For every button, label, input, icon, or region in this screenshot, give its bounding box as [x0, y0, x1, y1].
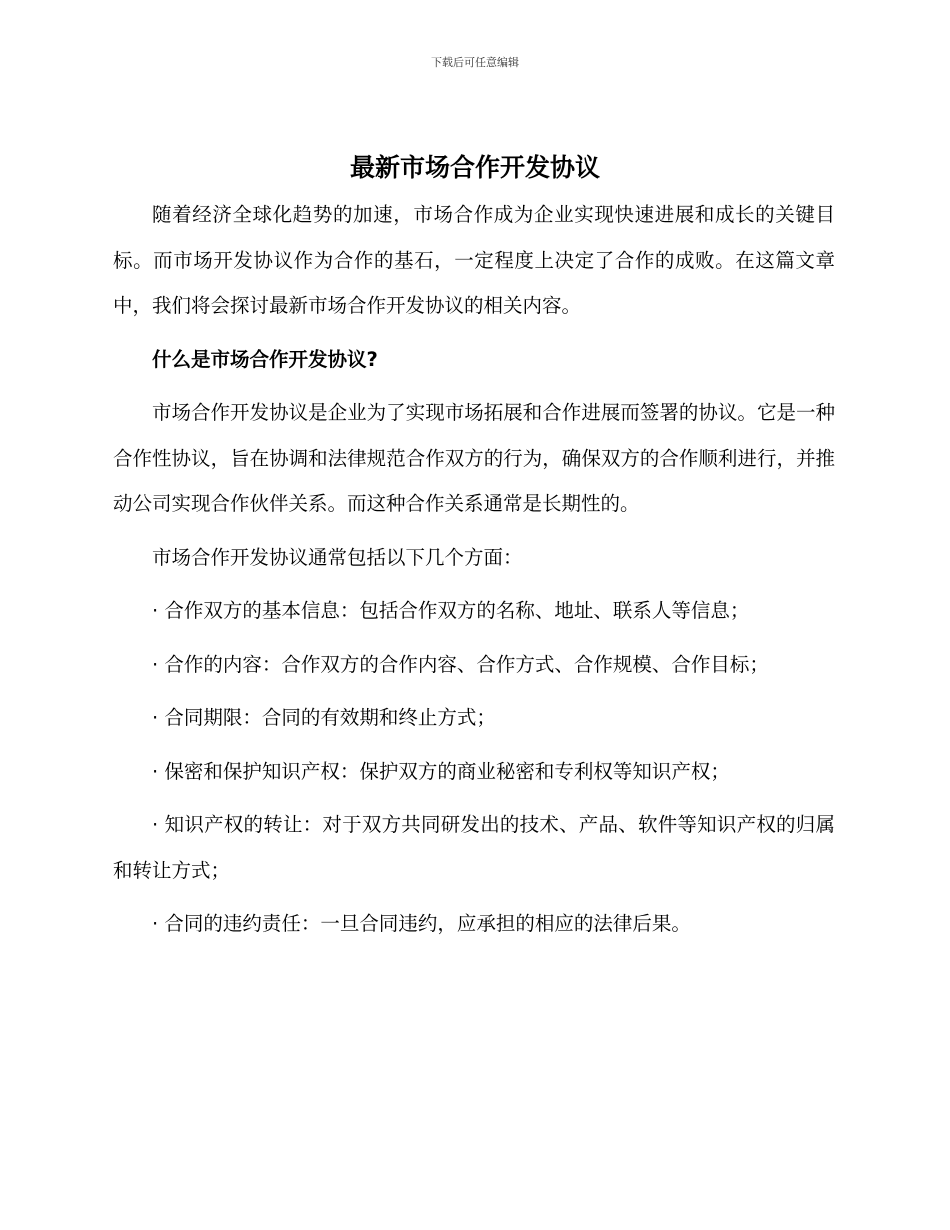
list-item-contract-term: · 合同期限：合同的有效期和终止方式； — [152, 706, 496, 729]
page-header-note: 下载后可任意编辑 — [431, 56, 519, 69]
document-title: 最新市场合作开发协议 — [349, 153, 600, 182]
document-body — [113, 192, 835, 955]
list-item-breach-liability: · 合同的违约责任：一旦合同违约，应承担的相应的法律后果。 — [152, 912, 691, 935]
list-item-confidentiality: · 保密和保护知识产权：保护双方的商业秘密和专利权等知识产权； — [152, 759, 730, 783]
list-item-basic-info: · 合作双方的基本信息：包括合作双方的名称、地址、联系人等信息； — [152, 599, 750, 622]
definition-paragraph: 市场合作开发协议是企业为了实现市场拓展和合作进展而签署的协议。它是一种合作性协议，旨在协调和法律规范合作双方的行为，确保双方的合作顺利进行，并推动公司实现合作伙伴关系。而这种合作关系通常是长期性的。 — [113, 401, 835, 515]
list-item-cooperation-content: · 合作的内容：合作双方的合作内容、合作方式、合作规模、合作目标； — [152, 652, 769, 676]
list-item-ip-transfer: · 知识产权的转让：对于双方共同研发出的技术、产品、软件等知识产权的归属和转让方式； — [113, 813, 835, 882]
list-intro-paragraph: 市场合作开发协议通常包括以下几个方面： — [152, 545, 523, 569]
intro-paragraph: 随着经济全球化趋势的加速，市场合作成为企业实现快速进展和成长的关键目标。而市场开发协议作为合作的基石，一定程度上决定了合作的成败。在这篇文章中，我们将会探讨最新市场合作开发协议的相关内容。 — [113, 203, 835, 317]
section-heading: 什么是市场合作开发协议? — [152, 347, 378, 371]
